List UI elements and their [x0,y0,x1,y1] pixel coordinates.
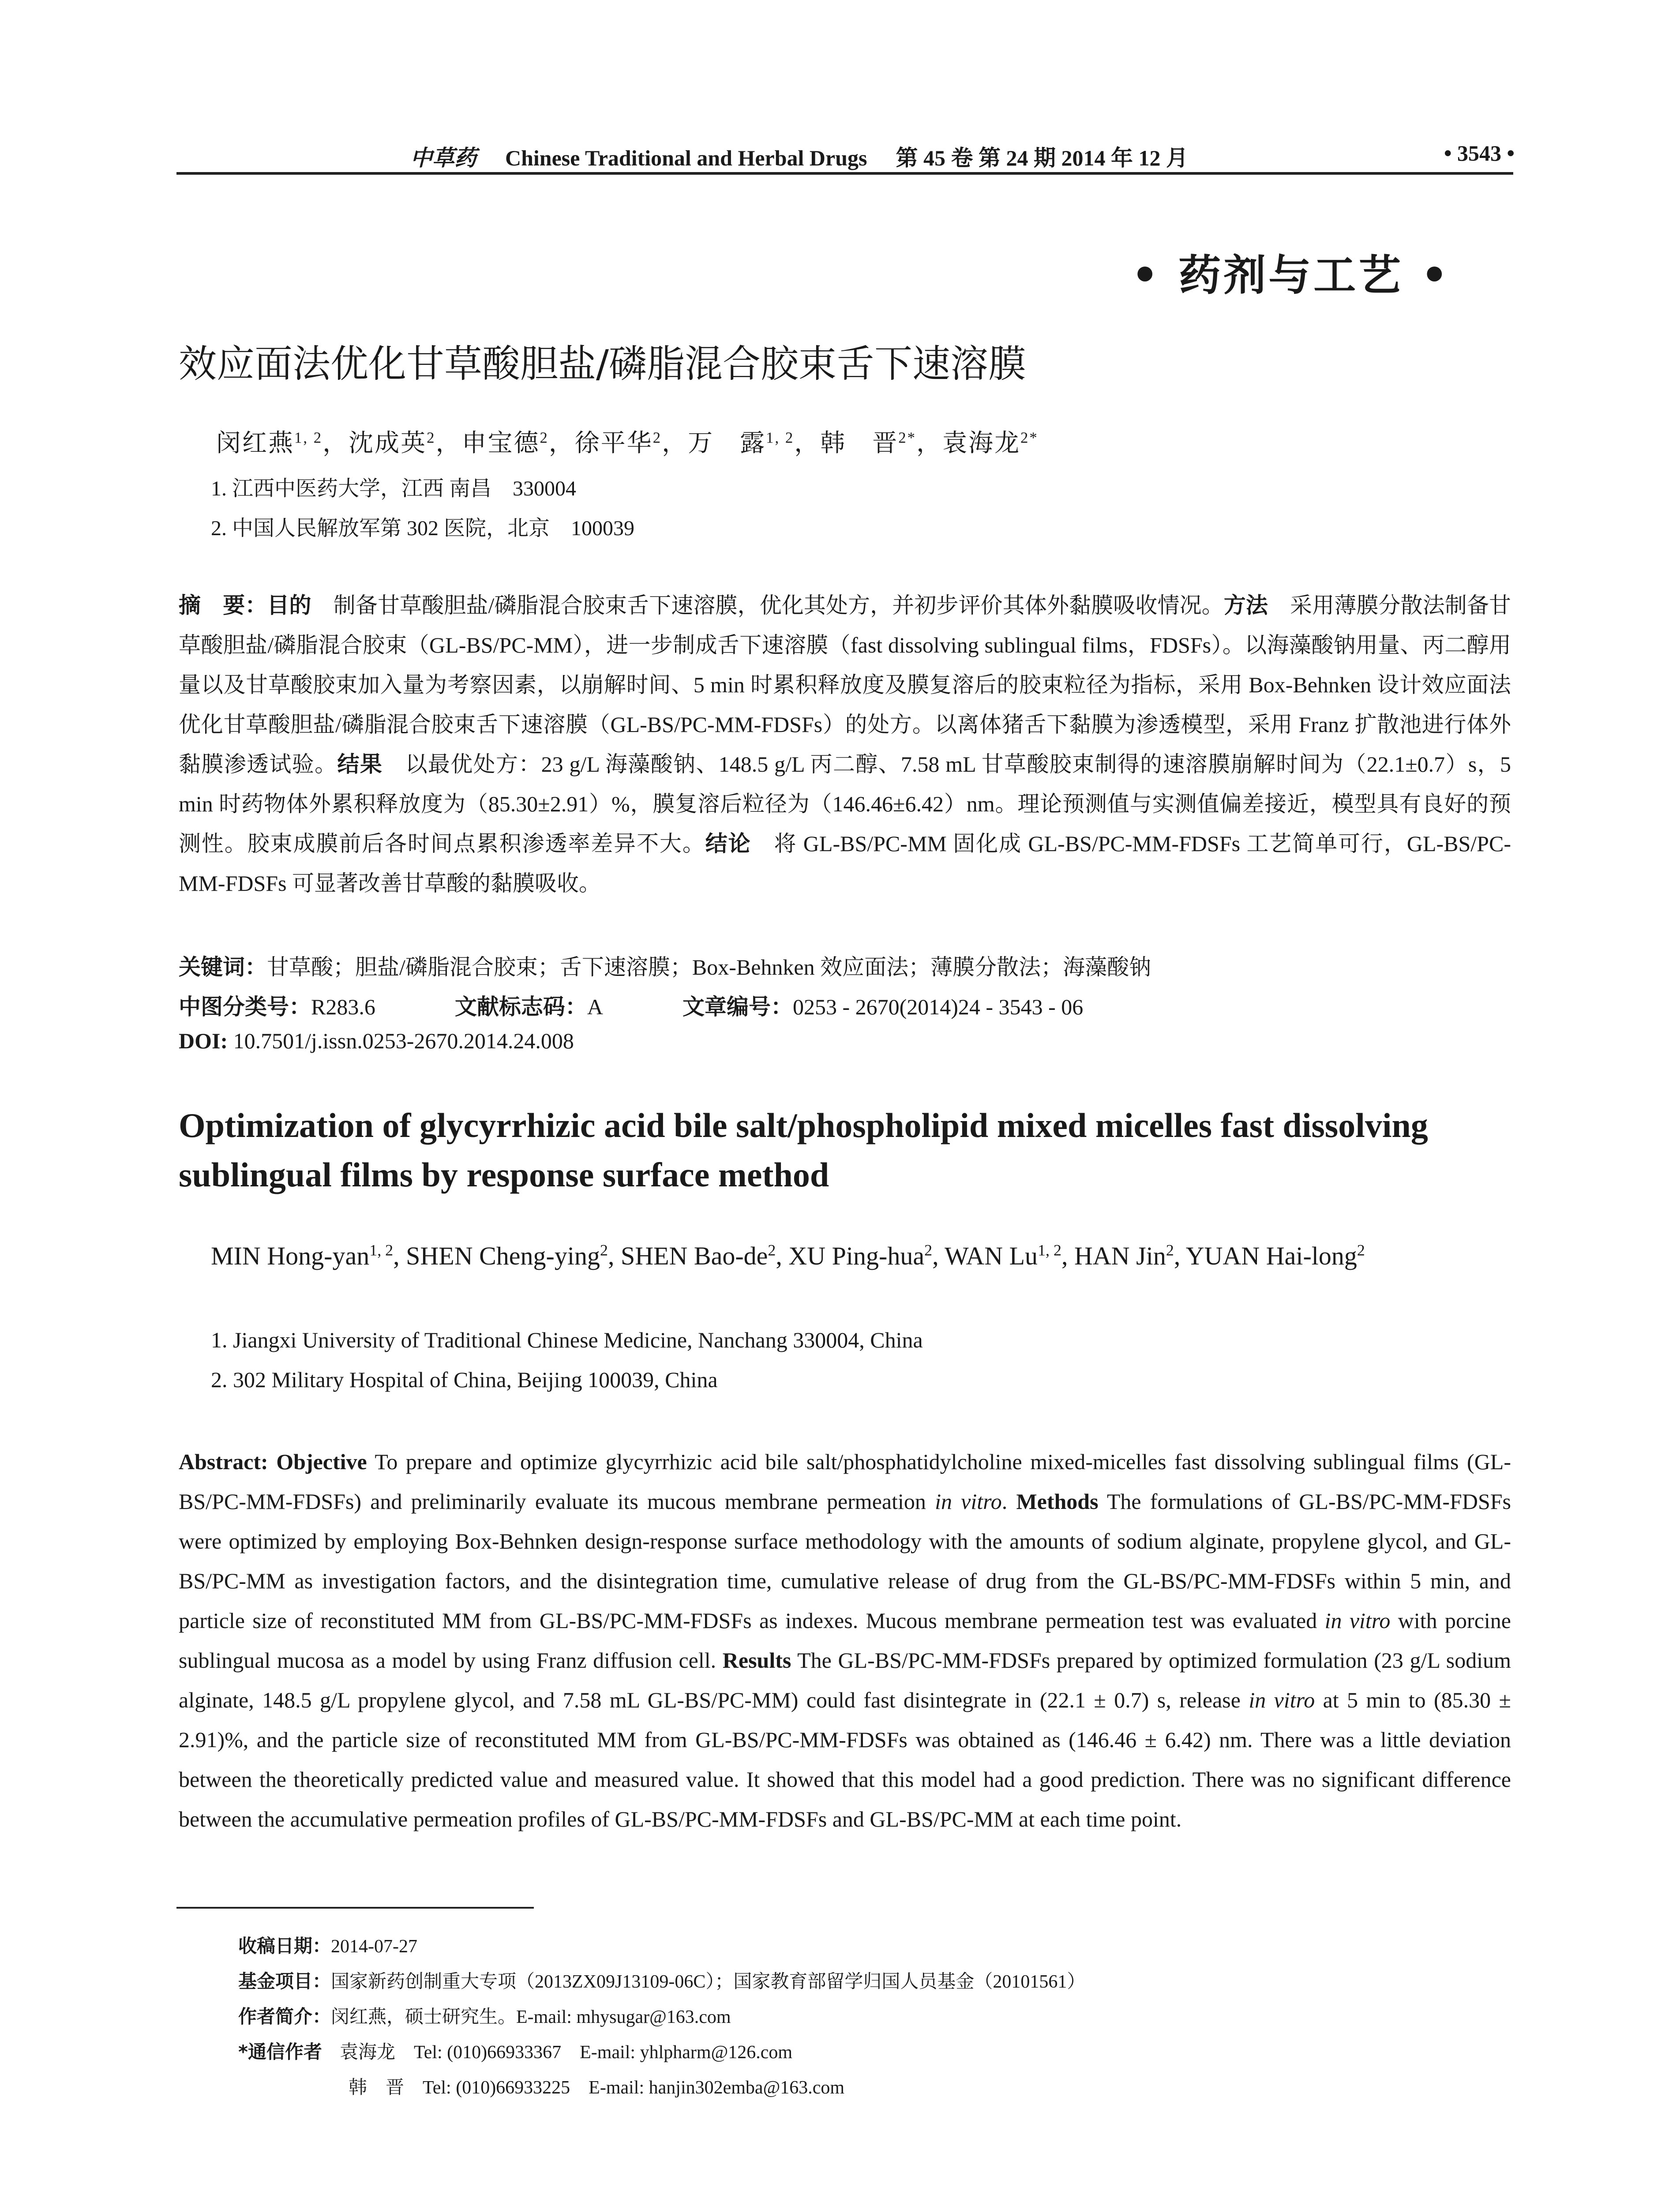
clc-value: R283.6 [311,994,375,1019]
cn-conclusion-text: 将 GL-BS/PC-MM 固化成 GL-BS/PC-MM-FDSFs 工艺简单可行，GL-BS/PC-MM-FDSFs 可显著改善甘草酸的黏膜吸收。 [179,831,1511,896]
cn-author-name: 申宝德 [461,430,540,457]
doi-value: 10.7501/j.issn.0253-2670.2014.24.008 [233,1028,574,1053]
en-obj-italic: in vitro [935,1489,1002,1514]
en-affiliation-2: 2. 302 Military Hospital of China, Beijing 100039, China [211,1367,718,1392]
cn-author-name: 闵红燕 [216,430,294,457]
cn-obj-label: 目的 [267,593,311,618]
en-abstract [179,1442,1511,1839]
author-bio-label: 作者简介： [238,2006,331,2027]
cn-affiliation-1: 1. 江西中医药大学，江西 南昌 330004 [211,477,577,500]
footnote-author [238,2002,731,2029]
received-label: 收稿日期： [238,1935,331,1957]
en-author-name: HAN Jin [1074,1242,1166,1270]
cn-author-name: 徐平华 [574,430,653,457]
cn-author-affiliation-mark: 2 [427,429,436,446]
cn-abstract-label: 摘 要： [179,593,267,618]
running-header [410,140,1188,172]
footnote-rule [176,1907,534,1909]
author-bio-value: 闵红燕，硕士研究生。E-mail: mhysugar@163.com [331,2007,731,2027]
en-author-separator: , [393,1242,406,1270]
footnote-corresponding-2: 韩 晋 Tel: (010)66933225 E-mail: hanjin302emba@163.com [349,2078,845,2098]
en-author-name: SHEN Bao-de [620,1242,768,1270]
cn-author-affiliation-mark: 2* [1020,429,1039,446]
cn-results-label: 结果 [337,751,383,777]
issue-info: 第 45 卷 第 24 期 2014 年 12 月 [896,146,1188,170]
cn-author-separator: ， [435,430,462,457]
cn-author-name: 韩 晋 [820,430,899,457]
cn-author-affiliation-mark: 2 [652,429,662,446]
en-author-list [211,1236,1512,1276]
cn-keywords-text: 甘草酸；胆盐/磷脂混合胶束；舌下速溶膜；Box-Behnken 效应面法；薄膜分散法；海藻酸钠 [267,955,1151,979]
clc-label: 中图分类号： [179,994,311,1020]
en-author-affiliation-mark: 1, 2 [1038,1241,1061,1259]
cn-author-affiliation-mark: 1, 2 [294,429,323,446]
cn-author-affiliation-mark: 2* [898,429,916,446]
en-results-text-1: The GL-BS/PC-MM-FDSFs prepared by optimized formulation (23 g/L sodium alginate, 148.5 g/L propylene glycol, and 7.58 mL GL-BS/PC-MM) could fast disintegrate in (22.1 ± 0.7) s, release [179,1648,1511,1712]
en-author-name: YUAN Hai-long [1185,1242,1357,1270]
fund-value: 国家新药创制重大专项（2013ZX09J13109-06C）；国家教育部留学归国人员基金（20101561） [331,1972,1086,1992]
en-author-affiliation-mark: 2 [768,1241,776,1259]
cn-author-separator: ， [662,430,688,457]
en-obj-text-2: . [1001,1489,1016,1514]
cn-classification [179,989,1083,1021]
cn-title: 效应面法优化甘草酸胆盐/磷脂混合胶束舌下速溶膜 [179,342,1026,386]
journal-cn: 中草药 [410,145,476,171]
journal-en: Chinese Traditional and Herbal Drugs [505,146,867,170]
en-methods-text-2: with porcine sublingual mucosa as a model by using Franz diffusion cell. [179,1608,1511,1673]
cn-author-affiliation-mark: 2 [540,429,549,446]
en-results-label: Results [722,1648,791,1673]
en-author-name: SHEN Cheng-ying [406,1242,600,1270]
en-author-name: XU Ping-hua [788,1242,925,1270]
en-results-text-2: at 5 min to (85.30 ± 2.91)%, and the particle size of reconstituted MM from GL-BS/PC-MM-FDSFs was obtained as (146.46 ± 6.42) nm. There was a little deviation between the theoretically predicted value and measured value. It showed that this model had a good prediction. There was no significant difference between the accumulative permeation profiles of GL-BS/PC-MM-FDSFs and GL-BS/PC-MM at each time point. [179,1688,1511,1831]
en-author-name: MIN Hong-yan [211,1242,370,1270]
doi-line [179,1028,574,1054]
en-author-separator: , [1174,1242,1186,1270]
cn-methods-text: 采用薄膜分散法制备甘草酸胆盐/磷脂混合胶束（GL-BS/PC-MM），进一步制成舌下速溶膜（fast dissolving sublingual films，FDSFs）。以海藻酸钠用量、丙二醇用量以及甘草酸胶束加入量为考察因素，以崩解时间、5 min 时累积释放度及膜复溶后的胶束粒径为指标，采用 Box-Behnken 设计效应面法优化甘草酸胆盐/磷脂混合胶束舌下速溶膜（GL-BS/PC-MM-FDSFs）的处方。以离体猪舌下黏膜为渗透模型，采用 Franz 扩散池进行体外黏膜渗透试验。 [179,593,1511,777]
footnote-received [238,1932,417,1958]
en-author-affiliation-mark: 2 [600,1241,608,1259]
footnote-fund [238,1967,1085,1993]
en-author-separator: , [1061,1242,1074,1270]
cn-keywords-label: 关键词： [179,954,267,980]
en-author-affiliation-mark: 2 [1166,1241,1174,1259]
header-rule [176,172,1513,175]
cn-author-separator: ， [548,430,575,457]
en-methods-italic: in vitro [1324,1608,1391,1633]
corresponding-1: 袁海龙 Tel: (010)66933367 E-mail: yhlpharm@126.com [339,2042,793,2063]
en-methods-text-1: The formulations of GL-BS/PC-MM-FDSFs were optimized by employing Box-Behnken design-response surface methodology with the amounts of sodium alginate, propylene glycol, and GL-BS/PC-MM as investigation factors, and the disintegration time, cumulative release of drug from the GL-BS/PC-MM-FDSFs within 5 min, and particle size of reconstituted MM from GL-BS/PC-MM-FDSFs as indexes. Mucous membrane permeation test was evaluated [179,1489,1511,1633]
cn-author-separator: ， [916,430,942,457]
en-results-italic: in vitro [1249,1688,1315,1712]
corresponding-label: *通信作者 [238,2041,322,2063]
cn-results-text: 以最优处方：23 g/L 海藻酸钠、148.5 g/L 丙二醇、7.58 mL 甘草酸胶束制得的速溶膜崩解时间为（22.1±0.7）s，5 min 时药物体外累积释放度为（85.30±2.91）%，膜复溶后粒径为（146.46±6.42）nm。理论预测值与实测值偏差接近，模型具有良好的预测性。胶束成膜前后各时间点累积渗透率差异不大。 [179,752,1511,856]
cn-author-name: 万 露 [688,430,766,457]
en-author-separator: , [776,1242,789,1270]
page-number: • 3543 • [1444,141,1515,165]
en-author-name: WAN Lu [945,1242,1038,1270]
cn-abstract [179,585,1511,903]
en-title: Optimization of glycyrrhizic acid bile salt/phospholipid mixed micelles fast dissolving sublingual films by response surface method [179,1106,1428,1194]
article-no-label: 文章编号： [682,994,793,1020]
doc-code-value: A [587,994,603,1019]
en-methods-label: Methods [1016,1489,1099,1514]
en-author-affiliation-mark: 2 [1357,1241,1365,1259]
cn-obj-text: 制备甘草酸胆盐/磷脂混合胶束舌下速溶膜，优化其处方，并初步评价其体外黏膜吸收情况。 [311,593,1224,618]
doc-code-label: 文献标志码： [454,994,587,1020]
cn-author-list [216,424,1039,459]
footnote-corresponding [238,2037,792,2064]
cn-author-affiliation-mark: 1, 2 [766,429,795,446]
cn-author-separator: ， [322,430,349,457]
fund-label: 基金项目： [238,1970,331,1992]
cn-author-name: 袁海龙 [942,430,1020,457]
cn-conclusion-label: 结论 [705,831,751,856]
en-author-affiliation-mark: 1, 2 [369,1241,394,1259]
article-no-value: 0253 - 2670(2014)24 - 3543 - 06 [792,994,1084,1019]
section-label: • 药剂与工艺 • [1131,251,1451,300]
en-obj-text-1: To prepare and optimize glycyrrhizic acid bile salt/phosphatidylcholine mixed-micelles fast dissolving sublingual films (GL-BS/PC-MM-FDSFs) and preliminarily evaluate its mucous membrane permeation [179,1449,1511,1514]
en-affiliation-1: 1. Jiangxi University of Traditional Chinese Medicine, Nanchang 330004, China [211,1328,923,1352]
en-author-separator: , [608,1242,621,1270]
en-author-affiliation-mark: 2 [924,1241,933,1259]
cn-methods-label: 方法 [1223,593,1268,618]
cn-author-name: 沈成英 [349,430,427,457]
en-author-separator: , [932,1242,945,1270]
cn-author-separator: ， [794,430,821,457]
received-value: 2014-07-27 [331,1936,417,1957]
cn-keywords [179,949,1151,981]
cn-affiliation-2: 2. 中国人民解放军第 302 医院，北京 100039 [211,517,635,540]
doi-label: DOI: [179,1028,228,1053]
en-abstract-label: Abstract: Objective [179,1449,367,1474]
